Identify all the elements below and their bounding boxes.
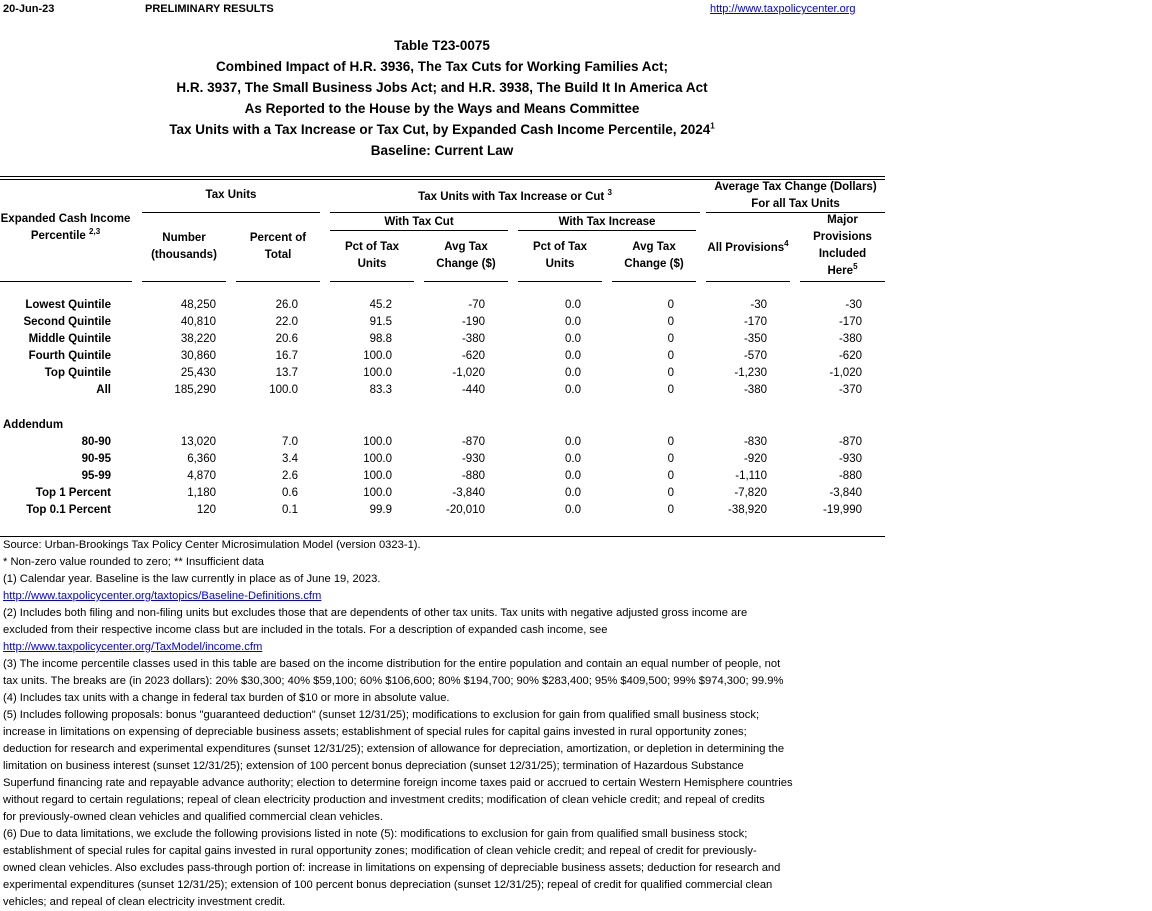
table-cell: 100.0 (363, 470, 392, 482)
header-major-line3: Included (818, 248, 867, 260)
header-percentile (0, 211, 131, 245)
site-link[interactable]: http://www.taxpolicycenter.org (710, 3, 856, 15)
table-cell: -870 (838, 436, 862, 448)
title-line-1: Combined Impact of H.R. 3936, The Tax Cuts for Working Families Act; (215, 59, 669, 74)
header-avg-change (706, 179, 885, 213)
header-major-line4 (800, 263, 885, 280)
table-cell: 20.6 (275, 333, 298, 345)
table-cell: -440 (461, 384, 485, 396)
header-avg-change-line1: Average Tax Change (Dollars) (714, 181, 877, 193)
row-label: 90-95 (81, 453, 111, 465)
table-cell: 0.6 (282, 487, 298, 499)
header-number-line1: Number (162, 232, 206, 244)
table-cell: -930 (838, 453, 862, 465)
table-cell: 100.0 (363, 453, 392, 465)
header-number-line2: (thousands) (151, 249, 217, 261)
note-5a: (5) Includes following proposals: bonus "guaranteed deduction" (sunset 12/31/25); modifications to exclusion for gain from qualified small business stock; (3, 709, 760, 721)
header-all-provisions-text: All Provisions (707, 242, 785, 254)
table-cell: 83.3 (369, 384, 392, 396)
header-pct-line1: Pct of Tax (532, 241, 588, 253)
footnote-ref: 5 (853, 262, 858, 272)
table-cell: 40,810 (180, 316, 216, 328)
table-cell: 99.9 (369, 504, 392, 516)
table-cell: -1,020 (452, 367, 485, 379)
header-avg-line1: Avg Tax (632, 241, 676, 253)
table-cell: 0 (667, 436, 674, 448)
header-increase-pct (518, 239, 602, 273)
title-line-3: As Reported to the House by the Ways and Means Committee (244, 101, 640, 116)
footnote-ref: 4 (784, 239, 789, 249)
table-cell: 0 (667, 316, 674, 328)
header-pct-line2: Units (545, 258, 575, 270)
table-cell: 0.0 (565, 299, 581, 311)
table-cell: 0 (667, 453, 674, 465)
rule-col-all-prov (706, 281, 790, 282)
footnote-ref: 1 (710, 121, 715, 131)
note-6d: experimental expenditures (sunset 12/31/25); extension of 100 percent bonus depreciation (sunset 12/31/25); repeal of credit for qualified commercial clean (3, 879, 773, 891)
header-with-tax-increase: With Tax Increase (558, 216, 656, 228)
footnote-ref: 2,3 (89, 227, 101, 237)
table-cell: 13,020 (180, 436, 216, 448)
footnote-ref: 3 (607, 188, 612, 198)
table-cell: -930 (461, 453, 485, 465)
table-cell: -880 (461, 470, 485, 482)
table-cell: -620 (838, 350, 862, 362)
table-cell: 0 (667, 333, 674, 345)
table-cell: -1,110 (735, 470, 767, 482)
table-cell: -19,990 (822, 504, 862, 516)
table-cell: 120 (196, 504, 216, 516)
header-increase-avg (612, 239, 696, 273)
table-cell: 100.0 (363, 487, 392, 499)
header-pct-line2: Units (357, 258, 387, 270)
row-label: 95-99 (81, 470, 111, 482)
table-cell: 185,290 (174, 384, 216, 396)
row-label: Fourth Quintile (28, 350, 111, 362)
rule-col-major-prov (800, 281, 885, 282)
header-major-line1: Major (827, 214, 858, 226)
note-6a: (6) Due to data limitations, we exclude the following provisions listed in note (5): modifications to exclusion for gain from qualified small business stock; (3, 828, 748, 840)
row-label: Top 1 Percent (35, 487, 111, 499)
report-date: 20-Jun-23 (3, 3, 55, 15)
table-cell: 4,870 (187, 470, 216, 482)
note-2a: (2) Includes both filing and non-filing units but excludes those that are dependents of other tax units. Tax units with negative adjusted gross income are (3, 607, 748, 619)
rule-with-tax-cut (330, 230, 508, 231)
rule-with-tax-increase (518, 230, 696, 231)
table-cell: 6,360 (187, 453, 216, 465)
header-percent-line1: Percent of (249, 232, 307, 244)
table-cell: -170 (743, 316, 767, 328)
header-major-provisions (800, 212, 885, 280)
table-cell: 16.7 (275, 350, 298, 362)
note-3b: tax units. The breaks are (in 2023 dollars): 20% $30,300; 40% $59,100; 60% $106,600; 80% $194,700; 90% $283,400; 95% $409,500; 99% $974,300; 99.9% (3, 675, 784, 687)
note-5g: for previously-owned clean vehicles and qualified commercial clean vehicles. (3, 811, 383, 823)
table-cell: -570 (743, 350, 767, 362)
header-cut-avg (424, 239, 508, 273)
table-cell: 22.0 (275, 316, 298, 328)
rule-col-inc-avg (612, 281, 696, 282)
header-percentile-text: Percentile (30, 230, 86, 242)
table-cell: -1,020 (829, 367, 862, 379)
note-6c: owned clean vehicles. Also excludes pass-through portion of: increase in limitations on expensing of depreciable business assets; deduction for research and (3, 862, 781, 874)
rule-col-cut-pct (330, 281, 414, 282)
header-cut-pct (330, 239, 414, 273)
table-cell: 0.0 (565, 367, 581, 379)
table-cell: -30 (845, 299, 862, 311)
table-cell: 1,180 (187, 487, 216, 499)
table-cell: 0 (667, 504, 674, 516)
table-cell: 0.0 (565, 504, 581, 516)
note-4: (4) Includes tax units with a change in federal tax burden of $10 or more in absolute value. (3, 692, 450, 704)
note-2b: excluded from their respective income class but are included in the totals. For a description of expanded cash income, see (3, 624, 608, 636)
table-cell: -7,820 (734, 487, 767, 499)
row-label: Top 0.1 Percent (26, 504, 111, 516)
table-id: Table T23-0075 (394, 38, 490, 53)
rule-col-inc-pct (518, 281, 602, 282)
header-avg-line2: Change ($) (436, 258, 496, 270)
header-with-tax-cut: With Tax Cut (384, 216, 454, 228)
header-percent-total (236, 230, 320, 264)
row-label: Second Quintile (23, 316, 111, 328)
note-3a: (3) The income percentile classes used in this table are based on the income distribution for the entire population and contain an equal number of people, not (3, 658, 781, 670)
table-top-rule (0, 176, 885, 177)
table-cell: 2.6 (282, 470, 298, 482)
table-cell: 45.2 (369, 299, 392, 311)
table-cell: -1,230 (734, 367, 767, 379)
table-cell: -370 (838, 384, 862, 396)
table-cell: 0 (667, 487, 674, 499)
table-cell: 0 (667, 470, 674, 482)
note-6b: establishment of special rules for capital gains invested in rural opportunity zones; modification of clean vehicle credit; and repeal of credit for previously- (3, 845, 757, 857)
table-cell: 91.5 (369, 316, 392, 328)
rule-col-number (142, 281, 226, 282)
table-cell: -30 (750, 299, 767, 311)
header-all-provisions (706, 240, 790, 257)
header-major-here: Here (827, 265, 854, 277)
note-5c: deduction for research and experimental expenditures (sunset 12/31/25); extension of allowance for depreciation, amortization, or depletion in determining the (3, 743, 785, 755)
header-percentile-line2 (0, 228, 131, 245)
title-line-4-text: Tax Units with a Tax Increase or Tax Cut, by Expanded Cash Income Percentile, 2024 (169, 122, 711, 137)
table-cell: -3,840 (452, 487, 485, 499)
table-cell: -190 (461, 316, 485, 328)
table-cell: 26.0 (275, 299, 298, 311)
header-avg-change-line2: For all Tax Units (751, 198, 840, 210)
row-label: Top Quintile (44, 367, 111, 379)
header-increase-or-cut (330, 189, 700, 206)
note-2-link[interactable]: http://www.taxpolicycenter.org/TaxModel/income.cfm (3, 641, 263, 653)
preliminary-label: PRELIMINARY RESULTS (145, 3, 274, 15)
table-cell: 30,860 (180, 350, 216, 362)
baseline-title: Baseline: Current Law (370, 143, 514, 158)
table-cell: -880 (838, 470, 862, 482)
table-cell: 100.0 (363, 367, 392, 379)
table-cell: 38,220 (180, 333, 216, 345)
note-1: (1) Calendar year. Baseline is the law currently in place as of June 19, 2023. (3, 573, 381, 585)
header-major-line2: Provisions (813, 231, 872, 243)
header-increase-or-cut-text: Tax Units with Tax Increase or Cut (418, 191, 605, 203)
table-cell: -20,010 (445, 504, 485, 516)
table-cell: -620 (461, 350, 485, 362)
note-source: Source: Urban-Brookings Tax Policy Center Microsimulation Model (version 0323-1). (3, 539, 421, 551)
table-cell: -380 (461, 333, 485, 345)
table-cell: 7.0 (282, 436, 298, 448)
rule-col-percent (236, 281, 320, 282)
title-line-4 (0, 122, 884, 137)
header-pct-line1: Pct of Tax (344, 241, 400, 253)
note-legend: * Non-zero value rounded to zero; ** Insufficient data (3, 556, 264, 568)
table-cell: 100.0 (363, 350, 392, 362)
header-avg-line1: Avg Tax (444, 241, 488, 253)
table-cell: 0.0 (565, 333, 581, 345)
table-cell: -70 (468, 299, 485, 311)
note-6e: vehicles; and repeal of clean electricity investment credit. (3, 896, 286, 908)
table-cell: 0 (667, 350, 674, 362)
table-cell: 0 (667, 384, 674, 396)
table-cell: 100.0 (269, 384, 298, 396)
row-label: Lowest Quintile (25, 299, 111, 311)
table-cell: 0.0 (565, 453, 581, 465)
note-5f: without regard to certain regulations; repeal of clean electricity production and investment credits; modification of clean vehicle credit; and repeal of credits (3, 794, 765, 806)
note-5e: Superfund financing rate and repayable advance authority; election to determine foreign income taxes paid or accrued to certain Western Hemisphere countries (3, 777, 793, 789)
table-cell: -870 (461, 436, 485, 448)
table-cell: -830 (743, 436, 767, 448)
note-5d: limitation on business interest (sunset 12/31/25); extension of 100 percent bonus depreciation (sunset 12/31/25); termination of Hazardous Substance (3, 760, 744, 772)
table-cell: 0.0 (565, 350, 581, 362)
table-cell: 25,430 (180, 367, 216, 379)
table-cell: -380 (838, 333, 862, 345)
header-tax-units: Tax Units (205, 189, 257, 201)
rule-increase-or-cut (330, 212, 700, 213)
table-cell: 3.4 (282, 453, 298, 465)
table-cell: 0.0 (565, 316, 581, 328)
header-percent-line2: Total (264, 249, 292, 261)
table-cell: 98.8 (369, 333, 392, 345)
table-cell: 0.0 (565, 470, 581, 482)
table-cell: -38,920 (727, 504, 767, 516)
table-cell: 0 (667, 299, 674, 311)
table-cell: -3,840 (829, 487, 862, 499)
header-number (142, 230, 226, 264)
rule-tax-units (142, 212, 320, 213)
table-cell: 0.0 (565, 487, 581, 499)
table-cell: -380 (743, 384, 767, 396)
rule-col-percentile (0, 281, 132, 282)
table-cell: 0.0 (565, 436, 581, 448)
table-cell: -170 (838, 316, 862, 328)
row-label: 80-90 (81, 436, 111, 448)
table-cell: 0.0 (565, 384, 581, 396)
note-1-link[interactable]: http://www.taxpolicycenter.org/taxtopics/Baseline-Definitions.cfm (3, 590, 322, 602)
row-label: Middle Quintile (28, 333, 111, 345)
table-cell: 13.7 (275, 367, 298, 379)
title-line-2: H.R. 3937, The Small Business Jobs Act; and H.R. 3938, The Build It In America Act (176, 80, 708, 95)
row-label: All (96, 384, 111, 396)
table-cell: 0.1 (282, 504, 298, 516)
table-cell: -920 (743, 453, 767, 465)
rule-col-cut-avg (424, 281, 508, 282)
note-5b: increase in limitations on expensing of depreciable business assets; establishment of special rules for capital gains invested in rural opportunity zones; (3, 726, 747, 738)
header-percentile-line1: Expanded Cash Income (0, 213, 131, 225)
table-cell: 100.0 (363, 436, 392, 448)
table-cell: 48,250 (180, 299, 216, 311)
table-cell: -350 (743, 333, 767, 345)
header-avg-line2: Change ($) (624, 258, 684, 270)
addendum-label: Addendum (3, 419, 64, 431)
table-cell: 0 (667, 367, 674, 379)
